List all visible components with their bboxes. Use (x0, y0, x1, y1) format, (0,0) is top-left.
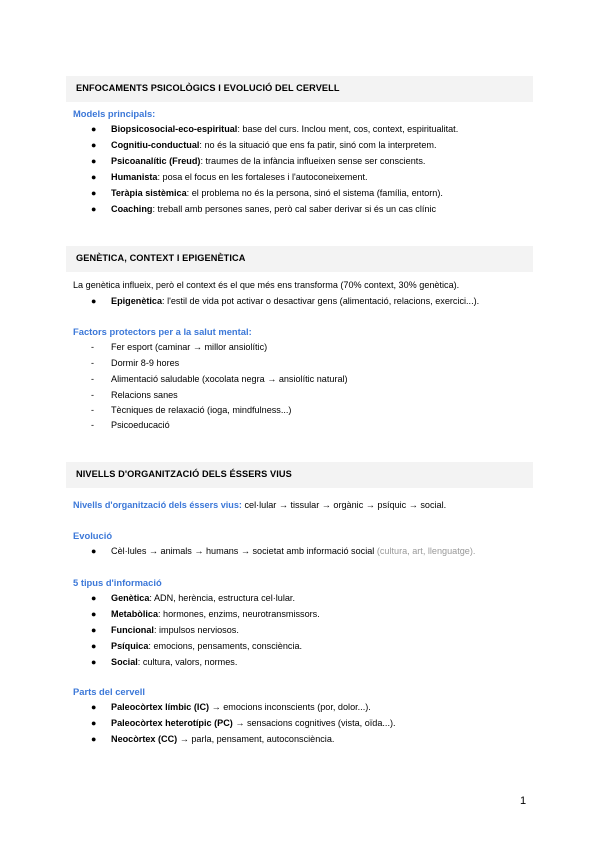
list-item: Teràpia sistèmica: el problema no és la persona, sinó el sistema (família, entorn). (111, 188, 443, 198)
section-header-enfocaments (66, 76, 533, 102)
bullet-icon: ● (91, 718, 97, 728)
list-item: Genètica: ADN, herència, estructura cel·lular. (111, 593, 295, 603)
subheading-brain: Parts del cervell (73, 686, 145, 697)
bullet-icon: ● (91, 734, 97, 744)
list-item: Relacions sanes (111, 390, 178, 400)
list-item: Paleocòrtex heterotípic (PC) → sensacions cognitives (vista, oïda...). (111, 718, 396, 728)
subheading-factors: Factors protectors per a la salut mental: (73, 326, 252, 337)
levels-line: Nivells d'organització dels éssers vius: cel·lular → tissular → orgànic → psíquic → social. (73, 500, 447, 510)
list-item: Funcional: impulsos nerviosos. (111, 625, 239, 635)
list-item: Paleocòrtex límbic (IC) → emocions inconscients (por, dolor...). (111, 702, 371, 712)
dash-icon: - (91, 405, 94, 415)
bullet-icon: ● (91, 188, 97, 198)
list-item: Fer esport (caminar → millor ansiolític) (111, 342, 268, 352)
subheading-models: Models principals: (73, 108, 156, 119)
list-item: Epigenètica: l'estil de vida pot activar o desactivar gens (alimentació, relacions, exercici...). (111, 296, 480, 306)
list-item: Humanista: posa el focus en les fortaleses i l'autoconeixement. (111, 172, 368, 182)
dash-icon: - (91, 390, 94, 400)
list-item: Cèl·lules → animals → humans → societat amb informació social (cultura, art, llenguatge). (111, 546, 476, 556)
dash-icon: - (91, 358, 94, 368)
bullet-icon: ● (91, 593, 97, 603)
list-item: Alimentació saludable (xocolata negra → ansiolític natural) (111, 374, 348, 384)
list-item: Coaching: treball amb persones sanes, però cal saber derivar si és un cas clínic (111, 204, 436, 214)
list-item: Biopsicosocial-eco-espiritual: base del curs. Inclou ment, cos, context, espiritualitat. (111, 124, 459, 134)
list-item: Neocòrtex (CC) → parla, pensament, autoconsciència. (111, 734, 335, 744)
dash-icon: - (91, 374, 94, 384)
list-item: Psíquica: emocions, pensaments, consciència. (111, 641, 303, 651)
list-item: Dormir 8-9 hores (111, 358, 180, 368)
bullet-icon: ● (91, 204, 97, 214)
bullet-icon: ● (91, 124, 97, 134)
bullet-icon: ● (91, 609, 97, 619)
bullet-icon: ● (91, 641, 97, 651)
dash-icon: - (91, 420, 94, 430)
list-item: Tècniques de relaxació (ioga, mindfulness...) (111, 405, 292, 415)
bullet-icon: ● (91, 296, 97, 306)
bullet-icon: ● (91, 657, 97, 667)
bullet-icon: ● (91, 546, 97, 556)
bullet-icon: ● (91, 172, 97, 182)
section-title: ENFOCAMENTS PSICOLÒGICS I EVOLUCIÓ DEL CERVELL (76, 83, 340, 93)
list-item: Psicoanalític (Freud): traumes de la infància influeixen sense ser conscients. (111, 156, 426, 166)
bullet-icon: ● (91, 625, 97, 635)
bullet-icon: ● (91, 702, 97, 712)
page-number: 1 (520, 795, 527, 807)
section-header-genetica (66, 246, 533, 272)
section-title: GENÈTICA, CONTEXT I EPIGENÈTICA (76, 253, 246, 263)
bullet-icon: ● (91, 140, 97, 150)
dash-icon: - (91, 342, 94, 352)
intro-paragraph: La genètica influeix, però el context és el que més ens transforma (70% context, 30% genètica). (73, 280, 460, 290)
list-item: Psicoeducació (111, 420, 170, 430)
subheading-evolucio: Evolució (73, 530, 113, 541)
list-item: Metabòlica: hormones, enzims, neurotransmissors. (111, 609, 320, 619)
section-header-nivells (66, 462, 533, 488)
subheading-info: 5 tipus d'informació (73, 577, 162, 588)
list-item: Cognitiu-conductual: no és la situació que ens fa patir, sinó com la interpretem. (111, 140, 437, 150)
list-item: Social: cultura, valors, normes. (111, 657, 238, 667)
bullet-icon: ● (91, 156, 97, 166)
section-title: NIVELLS D'ORGANITZACIÓ DELS ÉSSERS VIUS (76, 469, 292, 479)
